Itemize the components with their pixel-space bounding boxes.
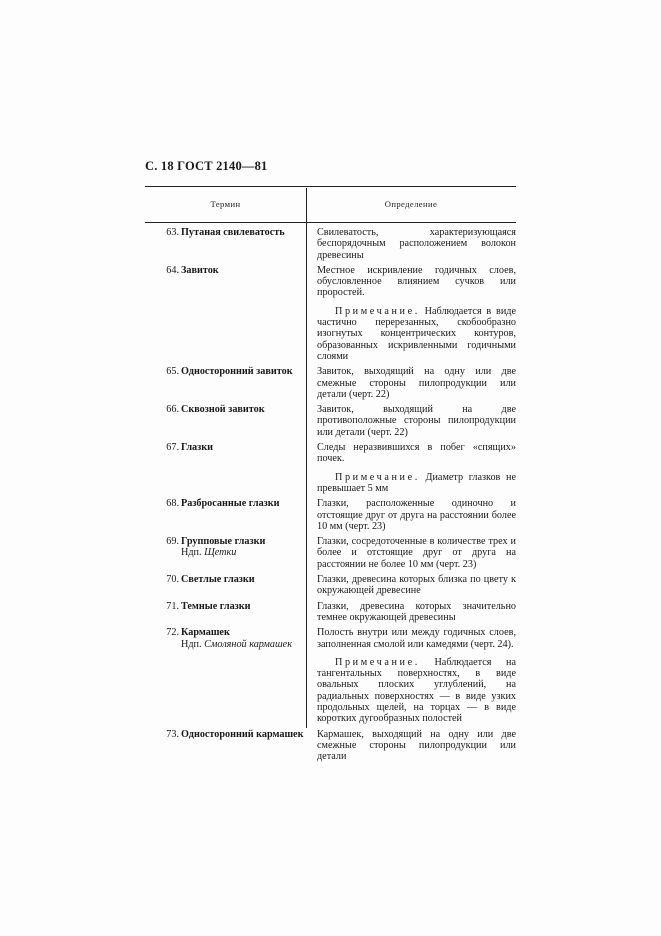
table-row bbox=[145, 532, 516, 570]
term-name: Путаная свилеватость bbox=[181, 227, 285, 238]
term-cell bbox=[145, 442, 303, 453]
definition-text: Местное искривление годичных слоев, обусловленное влиянием сучков или проростей. bbox=[317, 264, 516, 299]
term-cell bbox=[145, 265, 303, 276]
term-number: 67. bbox=[166, 442, 179, 454]
definition-cell bbox=[317, 400, 516, 438]
note bbox=[317, 306, 516, 362]
definition-cell bbox=[317, 623, 516, 650]
definition-text: Завиток, выходящий на две противоположные стороны пилопродукции или детали (черт. 22) bbox=[317, 404, 516, 438]
note-text: Наблюдается в виде частично перерезанных, скобообразно изогнутых концентрических контуров, образованных искривленными годичными слоями bbox=[317, 305, 516, 362]
term-name: Сквозной завиток bbox=[181, 404, 265, 416]
deprecated-term-name: Щетки bbox=[204, 547, 237, 559]
column-header-term: Термин bbox=[210, 199, 241, 209]
term-number: 64. bbox=[166, 264, 179, 276]
note-text: Диаметр глазков не превышает 5 мм bbox=[317, 471, 516, 494]
table-row bbox=[145, 623, 516, 724]
term-name: Завиток bbox=[181, 264, 219, 276]
definition-cell bbox=[317, 725, 516, 763]
term-name: Групповые глазки bbox=[181, 536, 266, 548]
term-number: 71. bbox=[166, 600, 179, 612]
page-header: С. 18 ГОСТ 2140—81 bbox=[145, 159, 268, 173]
column-header-definition: Определение bbox=[384, 199, 438, 209]
term-number: 63. bbox=[166, 227, 179, 238]
definition-cell bbox=[317, 494, 516, 532]
definition-cell bbox=[317, 597, 516, 624]
definition-text: Свилеватость, характеризующаяся беспорядочным расположением волокон древесины bbox=[317, 227, 516, 261]
table-row bbox=[145, 362, 516, 400]
term-number: 66. bbox=[166, 404, 179, 416]
term-name: Разбросанные глазки bbox=[181, 498, 280, 510]
term-cell bbox=[145, 601, 303, 612]
term-cell bbox=[145, 498, 303, 509]
term-cell bbox=[145, 536, 303, 559]
table-header bbox=[145, 187, 516, 222]
term-name: Светлые глазки bbox=[181, 574, 255, 586]
term-name: Кармашек bbox=[181, 627, 230, 639]
term-name: Односторонний завиток bbox=[181, 366, 293, 378]
term-number: 69. bbox=[166, 536, 179, 548]
term-name: Темные глазки bbox=[181, 600, 251, 612]
term-cell bbox=[145, 729, 303, 740]
term-cell bbox=[145, 627, 303, 650]
term-number: 72. bbox=[166, 627, 179, 639]
note bbox=[317, 472, 516, 495]
terms-table bbox=[145, 186, 516, 762]
term-name: Односторонний кармашек bbox=[181, 728, 304, 740]
definition-text: Следы неразвившихся в побег «спящих» почек. bbox=[317, 442, 516, 465]
table-row bbox=[145, 597, 516, 624]
term-cell bbox=[145, 366, 303, 377]
table-body bbox=[145, 223, 516, 762]
deprecated-term bbox=[145, 547, 303, 558]
definition-text: Глазки, расположенные одиночно и отстоящие друг от друга на расстоянии более 10 мм (черт. 23) bbox=[317, 498, 516, 532]
definition-cell bbox=[317, 532, 516, 570]
note-label: Примечание. bbox=[335, 471, 420, 483]
definition-text: Глазки, древесина которых близка по цвету к окружающей древесине bbox=[317, 574, 516, 597]
definition-cell bbox=[317, 438, 516, 465]
table-row bbox=[145, 438, 516, 494]
definition-text: Завиток, выходящий на одну или две смежные стороны пилопродукции или детали (черт. 22) bbox=[317, 366, 516, 400]
term-number: 65. bbox=[166, 366, 179, 378]
table-row bbox=[145, 261, 516, 362]
table-row bbox=[145, 494, 516, 532]
term-number: 73. bbox=[166, 728, 179, 740]
definition-cell bbox=[317, 570, 516, 597]
deprecated-term-name: Смоляной кармашек bbox=[204, 638, 292, 650]
definition-text: Глазки, сосредоточенные в количестве трех и более и отстоящие друг от друга на расстоянии не более 10 мм (черт. 23) bbox=[317, 536, 516, 570]
definition-text: Полость внутри или между годичных слоев, заполненная смолой или камедями (черт. 24). bbox=[317, 627, 516, 650]
note-label: Примечание. bbox=[335, 656, 420, 668]
deprecated-term bbox=[145, 639, 303, 650]
table-row bbox=[145, 400, 516, 438]
deprecated-prefix: Ндп. bbox=[181, 638, 202, 650]
term-cell bbox=[145, 574, 303, 585]
table-row bbox=[145, 725, 516, 763]
definition-cell bbox=[317, 261, 516, 299]
note bbox=[317, 657, 516, 725]
table-row bbox=[145, 223, 516, 261]
note-label: Примечание. bbox=[335, 305, 420, 317]
deprecated-prefix: Ндп. bbox=[181, 547, 202, 559]
term-number: 70. bbox=[166, 574, 179, 586]
definition-text: Кармашек, выходящий на одну или две смежные стороны пилопродукции или детали bbox=[317, 728, 516, 763]
term-name: Глазки bbox=[181, 442, 213, 454]
definition-cell bbox=[317, 223, 516, 261]
note-text: Наблюдается на тангентальных поверхностях, в виде овальных плоских углублений, на радиальных поверхностях — в виде узких продольных щелей, на торцах — в виде коротких дугообразных полостей bbox=[317, 656, 516, 725]
definition-text: Глазки, древесина которых значительно темнее окружающей древесины bbox=[317, 600, 516, 623]
definition-cell bbox=[317, 362, 516, 400]
term-cell bbox=[145, 404, 303, 415]
table-row bbox=[145, 570, 516, 597]
term-cell bbox=[145, 227, 303, 238]
term-number: 68. bbox=[166, 498, 179, 510]
